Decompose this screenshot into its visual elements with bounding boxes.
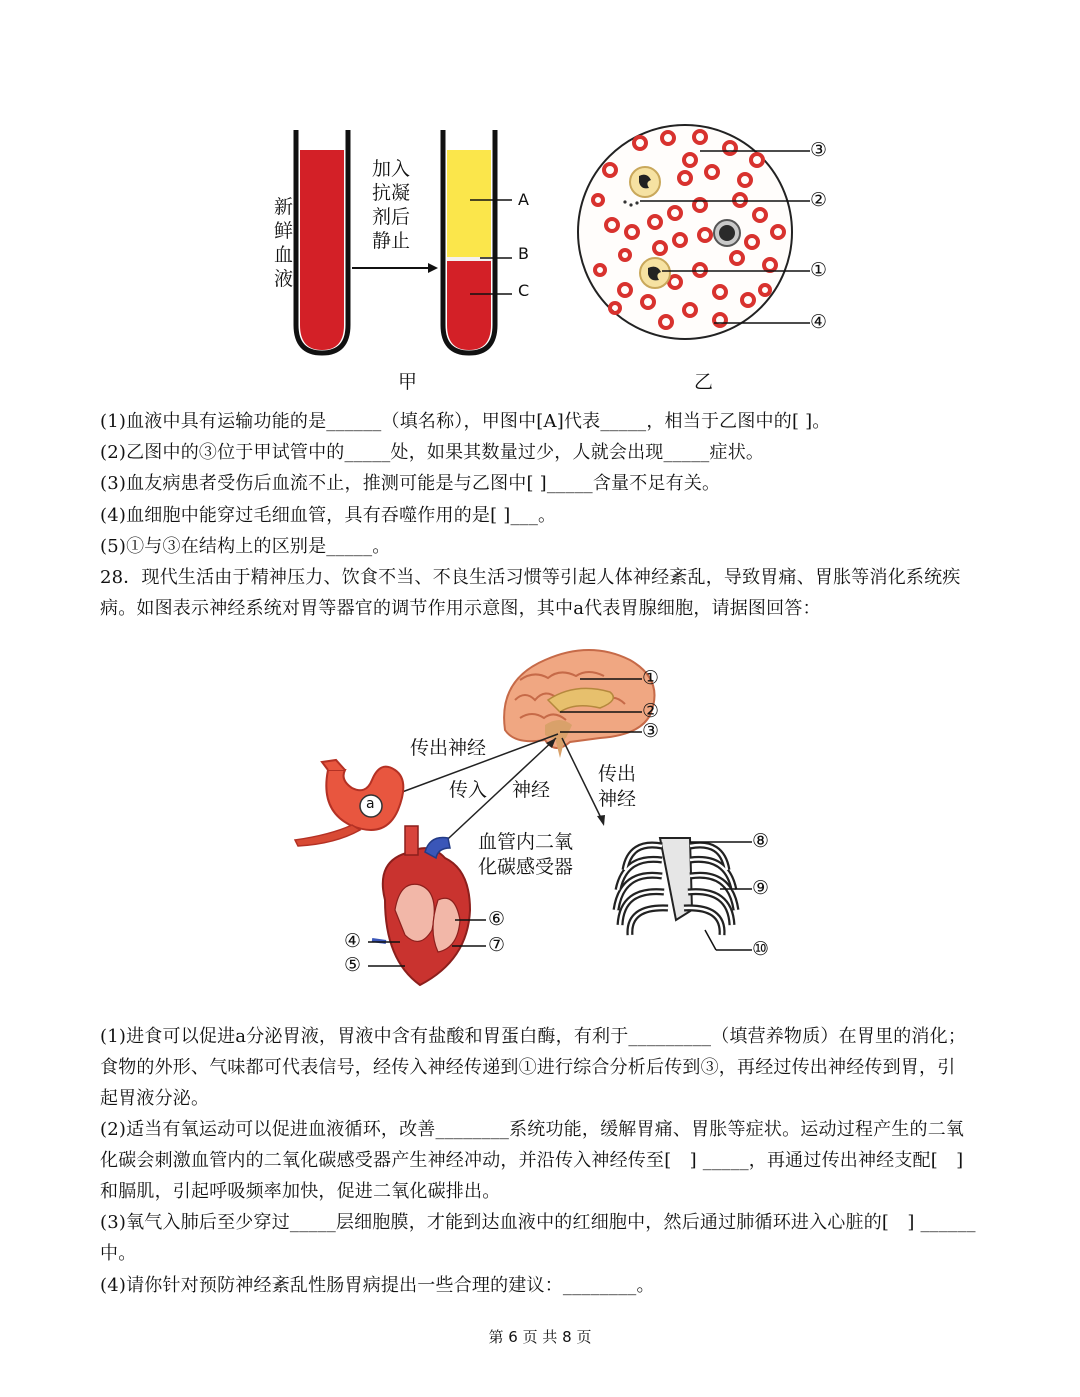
- brain-marker-2: ②: [642, 700, 660, 722]
- afferent-label-part2: 神经: [512, 779, 551, 801]
- page-footer: 第 6 页 共 8 页: [488, 1328, 592, 1346]
- layer-label-a: A: [518, 190, 529, 209]
- q27-question-5: (5)①与③在结构上的区别是_____。: [100, 536, 391, 557]
- marker-2: ②: [810, 189, 828, 211]
- brain-marker-1: ①: [642, 667, 660, 689]
- caption-yi: 乙: [694, 371, 714, 393]
- chest-marker-10: ⑩: [752, 938, 770, 960]
- q27-question-4: (4)血细胞中能穿过毛细血管，具有吞噬作用的是[ ]___。: [100, 505, 557, 526]
- q27-question-2: (2)乙图中的③位于甲试管中的_____处，如果其数量过少，人就会出现_____症状。: [100, 442, 765, 463]
- separated-blood-tube: [443, 130, 495, 353]
- q28-question-3-line-1: (3)氧气入肺后至少穿过_____层细胞膜，才能到达血液中的红细胞中，然后通过肺循环进入心脏的[ ] ______: [100, 1212, 976, 1233]
- heart-marker-6: ⑥: [488, 908, 506, 930]
- co2-receptor-label: 血管内二氧 化碳感受器: [478, 831, 574, 878]
- heart-marker-5: ⑤: [344, 954, 362, 976]
- chest-marker-9: ⑨: [752, 877, 770, 899]
- heart: [372, 826, 470, 985]
- rib-cage: [616, 838, 736, 935]
- brain-marker-3: ③: [642, 720, 660, 742]
- blood-figure: [0, 0, 1080, 400]
- heart-marker-7: ⑦: [488, 934, 506, 956]
- q28-question-3-line-2: 中。: [100, 1243, 137, 1264]
- q28-intro-line-2: 病。如图表示神经系统对胃等器官的调节作用示意图，其中a代表胃腺细胞，请据图回答：: [100, 598, 821, 619]
- heart-marker-4: ④: [344, 930, 362, 952]
- q27-question-3: (3)血友病患者受伤后血流不止，推测可能是与乙图中[ ]_____含量不足有关。: [100, 473, 721, 494]
- marker-1: ①: [810, 259, 828, 281]
- q28-question-2-line-1: (2)适当有氧运动可以促进血液循环，改善________系统功能，缓解胃痛、胃胀等症状。运动过程产生的二氧: [100, 1119, 965, 1140]
- q28-intro-line-1: 28．现代生活由于精神压力、饮食不当、不良生活习惯等引起人体神经紊乱，导致胃痛、胃胀等消化系统疾: [100, 567, 961, 588]
- nerve-regulation-figure: [0, 630, 1080, 1000]
- caption-jia: 甲: [398, 371, 418, 393]
- marker-4: ④: [810, 311, 828, 333]
- gastric-gland-label: a: [366, 796, 375, 812]
- efferent-nerve-top-label: 传出神经: [410, 737, 487, 759]
- layer-label-c: C: [518, 281, 530, 300]
- chest-marker-8: ⑧: [752, 830, 770, 852]
- blood-smear-circle: [578, 125, 792, 339]
- q28-question-4: (4)请你针对预防神经紊乱性肠胃病提出一些合理的建议：________。: [100, 1275, 655, 1296]
- stomach: [295, 760, 403, 846]
- marker-3: ③: [810, 139, 828, 161]
- layer-label-b: B: [518, 244, 529, 263]
- q28-question-1-line-3: 起胃液分泌。: [100, 1088, 210, 1109]
- brain: [504, 650, 654, 758]
- q28-question-2-line-3: 和膈肌，引起呼吸频率加快，促进二氧化碳排出。: [100, 1181, 501, 1202]
- fresh-blood-tube: [296, 130, 348, 353]
- q28-question-1-line-1: (1)进食可以促进a分泌胃液，胃液中含有盐酸和胃蛋白酶，有利于_________（填营养物质）在胃里的消化；: [100, 1026, 967, 1047]
- q28-question-2-line-2: 化碳会刺激血管内的二氧化碳感受器产生神经冲动，并沿传入神经传至[ ] _____，再通过传出神经支配[ ]: [100, 1150, 964, 1171]
- afferent-label-part1: 传入: [449, 779, 488, 801]
- fresh-blood-label: 新鲜血液: [274, 196, 294, 290]
- efferent-nerve-right-label: 传出 神经: [598, 763, 637, 810]
- q28-question-1-line-2: 食物的外形、气味都可代表信号，经传入神经传递到①进行综合分析后传到③，再经过传出神经传到胃，引: [100, 1057, 956, 1078]
- process-label: 加入 抗凝 剂后 静止: [372, 158, 411, 252]
- q27-question-1: (1)血液中具有运输功能的是______（填名称），甲图中[A]代表_____，相当于乙图中的[ ]。: [100, 411, 831, 432]
